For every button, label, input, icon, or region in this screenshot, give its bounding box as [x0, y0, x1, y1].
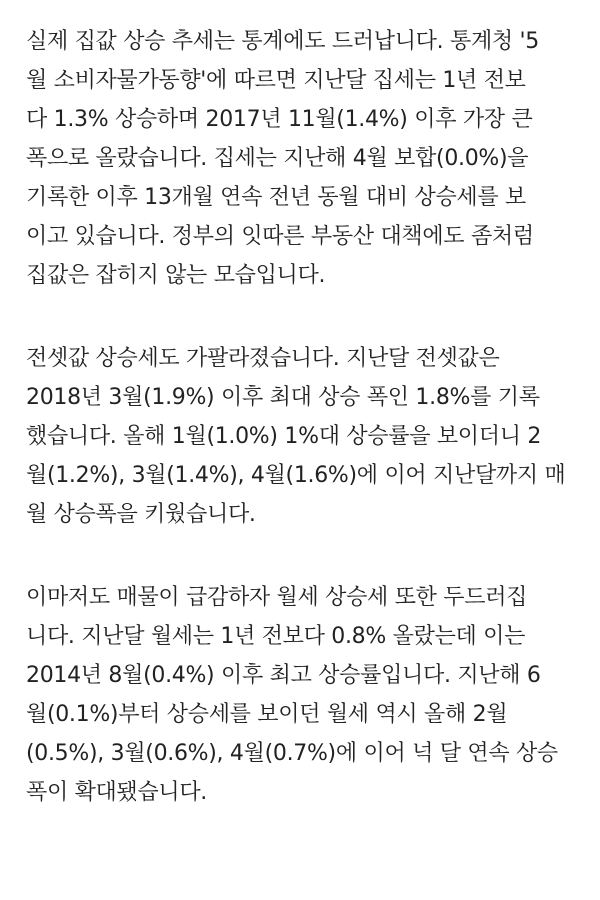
- text-line: 이마저도 매물이 급감하자 월세 상승세 또한 두드러집: [26, 585, 528, 610]
- paragraph-jeonse: [26, 339, 574, 534]
- text-line: 니다. 지난달 월세는 1년 전보다 0.8% 올랐는데 이는: [26, 624, 526, 649]
- text-line: 폭으로 올랐습니다. 집세는 지난해 4월 보합(0.0%)을: [26, 146, 529, 171]
- text-line: 월(1.2%), 3월(1.4%), 4월(1.6%)에 이어 지난달까지 매: [26, 463, 566, 488]
- text-line: 집값은 잡히지 않는 모습입니다.: [26, 263, 326, 288]
- text-line: 이고 있습니다. 정부의 잇따른 부동산 대책에도 좀처럼: [26, 224, 534, 249]
- text-line: 전셋값 상승세도 가팔라졌습니다. 지난달 전셋값은: [26, 346, 500, 371]
- text-line: 월 상승폭을 키웠습니다.: [26, 502, 256, 527]
- text-line: 폭이 확대됐습니다.: [26, 780, 208, 805]
- text-line: 2014년 8월(0.4%) 이후 최고 상승률입니다. 지난해 6: [26, 663, 541, 688]
- paragraph-housing-rent: [26, 22, 574, 295]
- text-line: 기록한 이후 13개월 연속 전년 동월 대비 상승세를 보: [26, 185, 526, 210]
- text-line: 월 소비자물가동향'에 따르면 지난달 집세는 1년 전보: [26, 68, 526, 93]
- text-line: (0.5%), 3월(0.6%), 4월(0.7%)에 이어 넉 달 연속 상승: [26, 741, 558, 766]
- text-line: 2018년 3월(1.9%) 이후 최대 상승 폭인 1.8%를 기록: [26, 385, 540, 410]
- paragraph-monthly-rent: [26, 578, 574, 812]
- text-line: 월(0.1%)부터 상승세를 보이던 월세 역시 올해 2월: [26, 702, 508, 727]
- text-line: 실제 집값 상승 추세는 통계에도 드러납니다. 통계청 '5: [26, 29, 539, 54]
- text-line: 다 1.3% 상승하며 2017년 11월(1.4%) 이후 가장 큰: [26, 107, 533, 132]
- text-line: 했습니다. 올해 1월(1.0%) 1%대 상승률을 보이더니 2: [26, 424, 542, 449]
